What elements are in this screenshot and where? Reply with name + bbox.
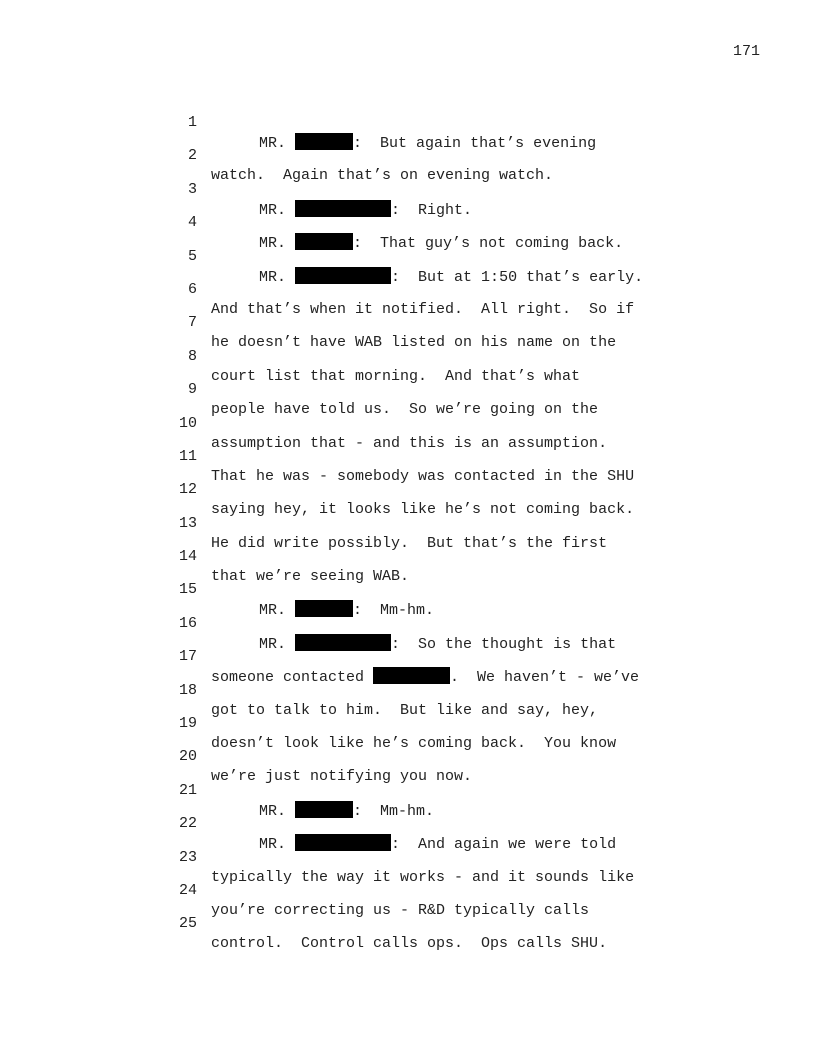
- speaker-prefix: MR.: [259, 201, 287, 219]
- line-number: 25: [178, 915, 197, 933]
- line-number: 22: [178, 815, 197, 833]
- line-content: And again we were told: [400, 836, 617, 854]
- line-content: Mm-hm.: [362, 602, 435, 620]
- line-number: 6: [187, 280, 197, 298]
- transcript-line: [0, 293, 816, 352]
- line-content: But again that’s evening: [362, 135, 597, 152]
- line-text: watch. Again that’s on evening watch.: [211, 167, 554, 185]
- line-text: got to talk to him. But like and say, hey,: [211, 701, 599, 719]
- speaker-prefix: MR.: [259, 235, 287, 253]
- speaker-colon: :: [353, 235, 363, 253]
- line-number: 15: [178, 581, 197, 599]
- line-number: 9: [187, 381, 197, 399]
- line-content-before: someone contacted: [211, 669, 374, 687]
- transcript-line: [0, 227, 816, 286]
- line-number: 20: [178, 748, 197, 766]
- transcript-line: [0, 694, 816, 753]
- line-number: 18: [178, 681, 197, 699]
- transcript-line: [0, 761, 816, 820]
- line-number: 2: [187, 147, 197, 165]
- line-content: But at 1:50 that’s early.: [400, 268, 644, 286]
- line-number: 24: [178, 881, 197, 899]
- line-number: 14: [178, 548, 197, 566]
- line-text: He did write possibly. But that’s the first: [211, 534, 608, 552]
- line-number: 7: [187, 314, 197, 332]
- line-number: 21: [178, 781, 197, 799]
- speaker-colon: :: [353, 802, 363, 820]
- transcript-line: [0, 93, 816, 152]
- line-number: 11: [178, 447, 197, 465]
- line-number: 12: [178, 481, 197, 499]
- line-text: that we’re seeing WAB.: [211, 568, 410, 586]
- line-text: court list that morning. And that’s what: [211, 367, 581, 385]
- transcript-line: [0, 193, 816, 253]
- line-text: control. Control calls ops. Ops calls SHU.: [211, 935, 608, 953]
- line-text: And that’s when it notified. All right. So if: [211, 300, 635, 318]
- speaker-prefix: MR.: [259, 836, 287, 854]
- line-text: you’re correcting us - R&D typically calls: [211, 901, 590, 919]
- page-number: 171: [733, 43, 761, 60]
- transcript-line: [0, 460, 816, 519]
- transcript-line: [0, 126, 816, 185]
- transcript-line: [0, 627, 816, 687]
- line-text: typically the way it works - and it sounds like: [211, 868, 635, 886]
- line-content: That guy’s not coming back.: [362, 235, 624, 253]
- line-text: doesn’t look like he’s coming back. You know: [211, 735, 617, 753]
- line-number: 13: [178, 514, 197, 532]
- line-number: 3: [187, 180, 197, 198]
- line-content: So the thought is that: [400, 635, 617, 653]
- transcript-line: [0, 594, 816, 653]
- line-text: we’re just notifying you now.: [211, 768, 473, 786]
- transcript-line: [0, 394, 816, 452]
- speaker-prefix: MR.: [259, 135, 287, 152]
- line-number: 5: [187, 247, 197, 265]
- transcript-line: [0, 794, 816, 854]
- line-text: he doesn’t have WAB listed on his name on the: [211, 334, 617, 352]
- line-text: people have told us. So we’re going on the: [211, 401, 599, 419]
- speaker-prefix: MR.: [259, 635, 287, 653]
- speaker-colon: :: [391, 836, 401, 854]
- transcript-line: [0, 727, 816, 786]
- transcript-body: [0, 93, 816, 953]
- speaker-colon: :: [391, 268, 401, 286]
- line-content: Mm-hm.: [362, 802, 435, 820]
- line-number: 23: [178, 848, 197, 866]
- transcript-line: [0, 661, 816, 719]
- line-number: 1: [187, 114, 197, 131]
- line-number: 8: [187, 347, 197, 365]
- speaker-prefix: MR.: [259, 268, 287, 286]
- line-text: saying hey, it looks like he’s not coming back.: [211, 501, 635, 519]
- line-number: 4: [187, 214, 197, 232]
- transcript-line: [0, 828, 816, 886]
- transcript-line: [0, 160, 816, 219]
- transcript-line: [0, 360, 816, 419]
- speaker-prefix: MR.: [259, 602, 287, 620]
- transcript-line: [0, 894, 816, 953]
- line-text: assumption that - and this is an assumption.: [211, 434, 608, 452]
- speaker-colon: :: [353, 602, 363, 620]
- speaker-colon: :: [391, 635, 401, 653]
- transcript-line: [0, 560, 816, 620]
- line-content-after: . We haven’t - we’ve: [450, 669, 640, 687]
- transcript-line: [0, 861, 816, 919]
- transcript-line: [0, 527, 816, 586]
- transcript-line: [0, 427, 816, 485]
- line-content: Right.: [400, 201, 473, 219]
- transcript-line: [0, 494, 816, 552]
- transcript-line: [0, 260, 816, 318]
- speaker-colon: :: [391, 201, 401, 219]
- speaker-colon: :: [353, 135, 363, 152]
- transcript-line: [0, 327, 816, 385]
- line-number: 19: [178, 715, 197, 733]
- line-number: 10: [178, 414, 197, 432]
- line-number: 16: [178, 614, 197, 632]
- line-number: 17: [178, 648, 197, 666]
- line-text: That he was - somebody was contacted in the SHU: [211, 467, 635, 485]
- speaker-prefix: MR.: [259, 802, 287, 820]
